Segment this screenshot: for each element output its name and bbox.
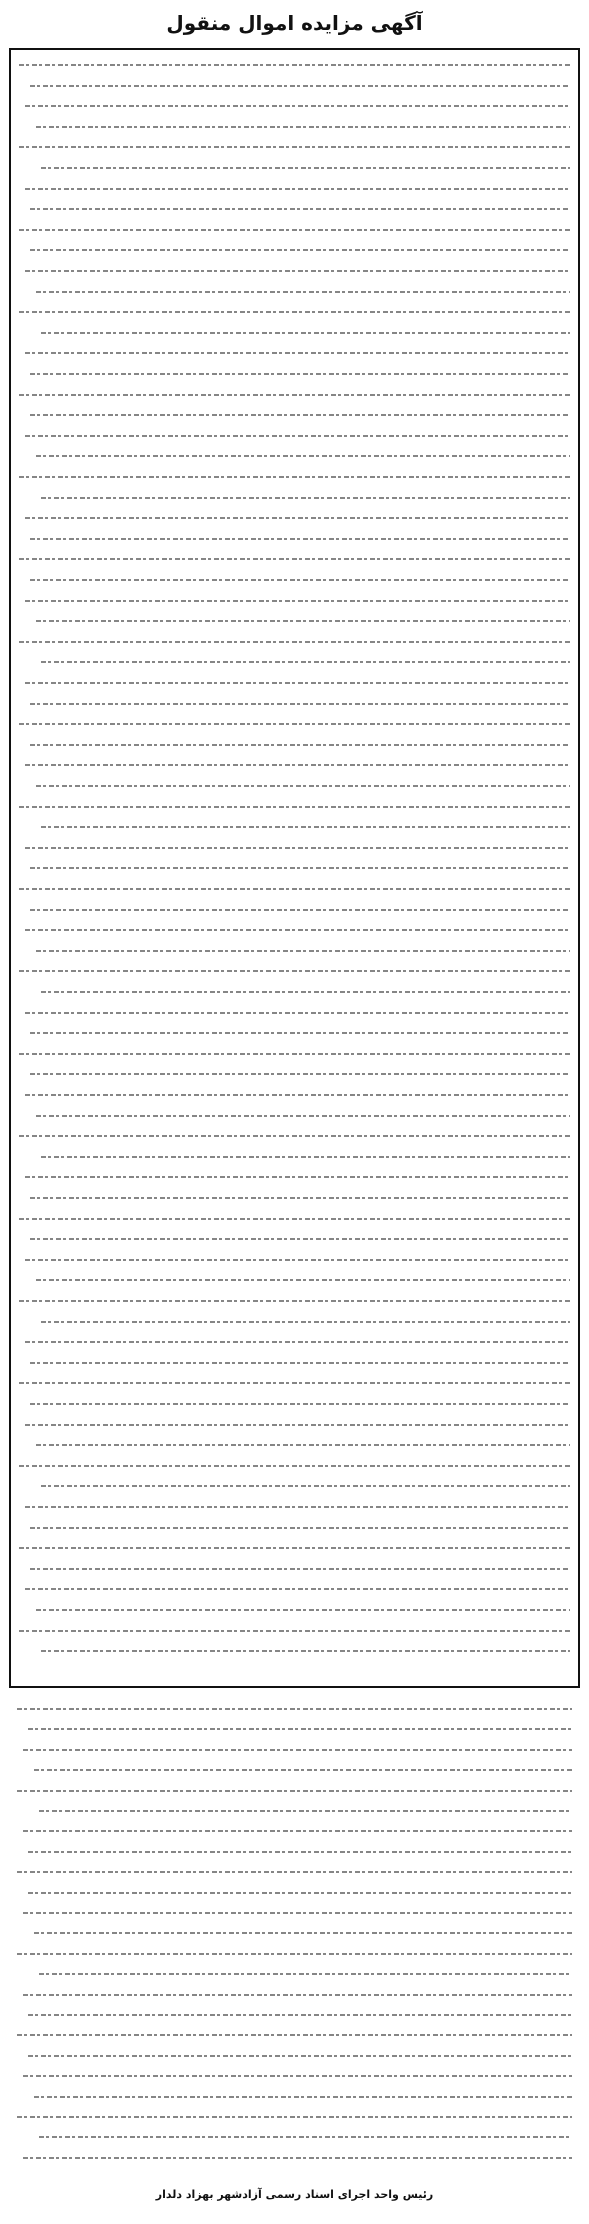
text-line — [41, 497, 570, 499]
text-line — [25, 764, 570, 766]
text-line — [19, 970, 570, 972]
text-line — [30, 1032, 570, 1034]
text-line — [19, 888, 570, 890]
text-line — [25, 270, 570, 272]
body-text-lines — [19, 56, 570, 1680]
text-line — [23, 1994, 572, 1996]
text-line — [17, 1708, 572, 1710]
text-line — [41, 167, 570, 169]
text-line — [30, 1238, 570, 1240]
text-line — [17, 2116, 572, 2118]
text-line — [19, 1547, 570, 1549]
text-line — [30, 1527, 570, 1529]
text-line — [28, 1728, 572, 1730]
text-line — [41, 1156, 570, 1158]
text-line — [34, 1769, 572, 1771]
text-line — [30, 703, 570, 705]
text-line — [30, 1197, 570, 1199]
text-line — [19, 1465, 570, 1467]
text-line — [23, 2075, 572, 2077]
text-line — [25, 188, 570, 190]
text-line — [30, 414, 570, 416]
text-line — [30, 744, 570, 746]
auction-notice-continuation — [9, 1694, 580, 2174]
text-line — [19, 64, 570, 66]
text-line — [25, 1259, 570, 1261]
text-line — [19, 641, 570, 643]
text-line — [19, 146, 570, 148]
text-line — [25, 1176, 570, 1178]
text-line — [17, 1871, 572, 1873]
text-line — [36, 1115, 570, 1117]
text-line — [28, 2014, 572, 2016]
text-line — [39, 1973, 572, 1975]
continuation-text-lines — [17, 1700, 572, 2168]
text-line — [30, 249, 570, 251]
text-line — [34, 2096, 572, 2098]
text-line — [25, 1012, 570, 1014]
text-line — [19, 1630, 570, 1632]
text-line — [41, 826, 570, 828]
text-line — [17, 1953, 572, 1955]
text-line — [30, 373, 570, 375]
text-line — [25, 1588, 570, 1590]
text-line — [30, 1568, 570, 1570]
text-line — [19, 1135, 570, 1137]
text-line — [19, 806, 570, 808]
text-line — [23, 1830, 572, 1832]
text-line — [30, 909, 570, 911]
text-line — [19, 229, 570, 231]
text-line — [25, 435, 570, 437]
text-line — [19, 394, 570, 396]
text-line — [36, 1444, 570, 1446]
text-line — [28, 1892, 572, 1894]
text-line — [25, 1506, 570, 1508]
text-line — [30, 579, 570, 581]
text-line — [41, 1321, 570, 1323]
auction-notice-body-box — [9, 48, 580, 1688]
text-line — [25, 105, 570, 107]
text-line — [30, 867, 570, 869]
text-line — [19, 1300, 570, 1302]
text-line — [19, 723, 570, 725]
text-line — [30, 1073, 570, 1075]
text-line — [34, 1932, 572, 1934]
text-line — [41, 991, 570, 993]
text-line — [19, 1053, 570, 1055]
text-line — [19, 1382, 570, 1384]
text-line — [25, 929, 570, 931]
text-line — [17, 2034, 572, 2036]
text-line — [30, 208, 570, 210]
text-line — [25, 517, 570, 519]
text-line — [36, 126, 570, 128]
text-line — [28, 1851, 572, 1853]
text-line — [30, 1403, 570, 1405]
text-line — [25, 682, 570, 684]
text-line — [30, 1362, 570, 1364]
text-line — [41, 1485, 570, 1487]
text-line — [41, 661, 570, 663]
text-line — [36, 1279, 570, 1281]
text-line — [41, 1650, 570, 1652]
text-line — [19, 558, 570, 560]
text-line — [36, 950, 570, 952]
text-line — [23, 1912, 572, 1914]
text-line — [23, 2157, 572, 2159]
text-line — [30, 85, 570, 87]
text-line — [25, 1341, 570, 1343]
text-line — [25, 1424, 570, 1426]
text-line — [19, 476, 570, 478]
text-line — [36, 455, 570, 457]
text-line — [25, 847, 570, 849]
text-line — [36, 291, 570, 293]
text-line — [25, 600, 570, 602]
text-line — [39, 1810, 572, 1812]
text-line — [36, 620, 570, 622]
text-line — [25, 1094, 570, 1096]
text-line — [39, 2136, 572, 2138]
text-line — [19, 1218, 570, 1220]
text-line — [41, 332, 570, 334]
text-line — [36, 1609, 570, 1611]
text-line — [28, 2055, 572, 2057]
text-line — [30, 538, 570, 540]
text-line — [23, 1749, 572, 1751]
text-line — [19, 311, 570, 313]
page-title: آگهی مزایده اموال منقول — [166, 11, 423, 35]
text-line — [17, 1790, 572, 1792]
text-line — [36, 785, 570, 787]
officer-signature-line: رئیس واحد اجرای اسناد رسمی آزادشهر بهزاد دلدار — [155, 2188, 434, 2201]
text-line — [25, 352, 570, 354]
